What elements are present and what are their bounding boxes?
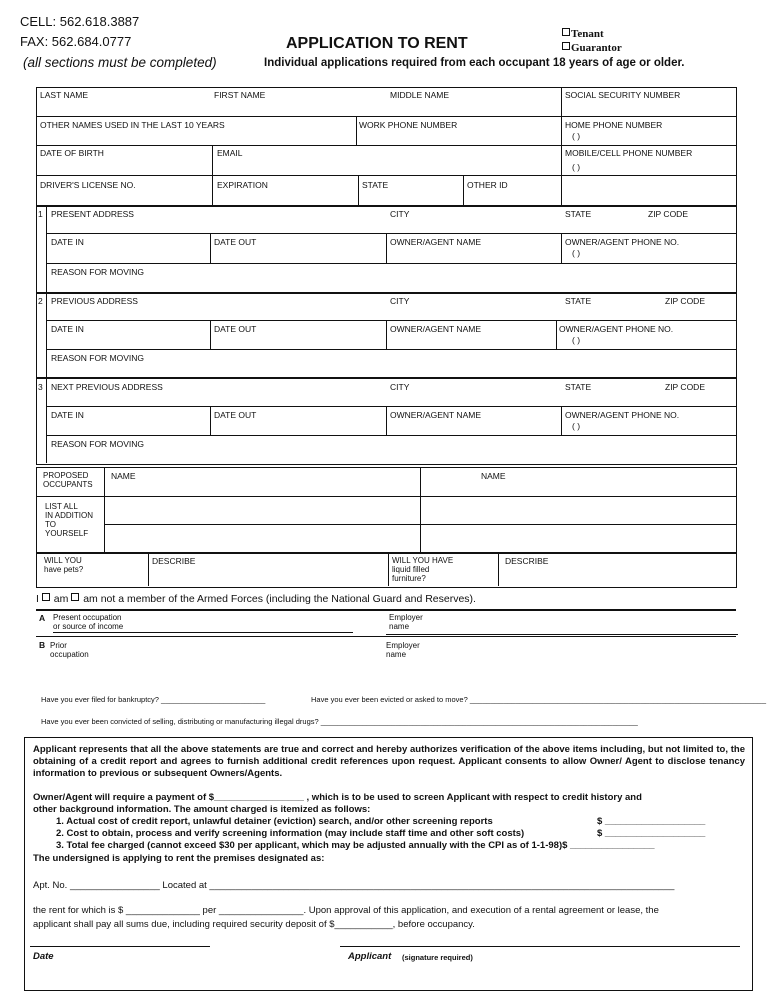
occupant-name-input-3[interactable] bbox=[106, 526, 418, 550]
fee-item-1-amount[interactable]: $ ___________________ bbox=[597, 816, 706, 827]
address-2-date-in-field[interactable]: DATE IN bbox=[51, 324, 84, 334]
home-phone-parens: ( ) bbox=[572, 131, 581, 141]
drug-conviction-question[interactable]: Have you ever been convicted of selling, distributing or manufacturing illegal drugs? ____________________________________________________________________________ bbox=[41, 717, 638, 726]
fee-item-1: 1. Actual cost of credit report, unlawful detainer (eviction) search, and/or other screening reports bbox=[56, 816, 493, 827]
prior-employer-field[interactable]: Employer name bbox=[386, 641, 420, 659]
address-3-owner-phone-field[interactable]: OWNER/AGENT PHONE NO. bbox=[565, 410, 680, 420]
address-1-number: 1 bbox=[38, 209, 43, 219]
address-2-owner-field[interactable]: OWNER/AGENT NAME bbox=[390, 324, 481, 334]
prior-occupation-field[interactable]: Prior occupation bbox=[50, 641, 89, 659]
address-3-state-field[interactable]: STATE bbox=[565, 382, 592, 392]
pets-question: WILL YOU have pets? bbox=[44, 556, 84, 574]
home-phone-field[interactable]: HOME PHONE NUMBER bbox=[565, 120, 663, 130]
other-id-field[interactable]: OTHER ID bbox=[467, 180, 508, 190]
address-2-reason-field[interactable]: REASON FOR MOVING bbox=[51, 353, 145, 363]
address-3-owner-field[interactable]: OWNER/AGENT NAME bbox=[390, 410, 481, 420]
occupant-name-input-2[interactable] bbox=[422, 498, 734, 522]
address-3-zip-field[interactable]: ZIP CODE bbox=[665, 382, 705, 392]
address-3-city-field[interactable]: CITY bbox=[390, 382, 410, 392]
am-not-checkbox[interactable] bbox=[71, 593, 79, 601]
date-label: Date bbox=[33, 951, 54, 962]
employment-b-letter: B bbox=[39, 640, 46, 650]
address-3-date-out-field[interactable]: DATE OUT bbox=[214, 410, 257, 420]
occupant-name-input-4[interactable] bbox=[422, 526, 734, 550]
previous-address-field[interactable]: PREVIOUS ADDRESS bbox=[51, 296, 138, 306]
occupant-name-input-1[interactable] bbox=[106, 498, 418, 522]
address-3-reason-field[interactable]: REASON FOR MOVING bbox=[51, 439, 145, 449]
proposed-occupants-label: PROPOSED OCCUPANTS bbox=[43, 471, 93, 489]
completion-note: (all sections must be completed) bbox=[23, 55, 217, 70]
applicant-label: Applicant bbox=[348, 951, 392, 962]
payment-line-2: other background information. The amount charged is itemized as follows: bbox=[33, 804, 371, 815]
address-1-owner-phone-field[interactable]: OWNER/AGENT PHONE NO. bbox=[565, 237, 680, 247]
fax-number: FAX: 562.684.0777 bbox=[20, 34, 132, 49]
email-field[interactable]: EMAIL bbox=[217, 148, 243, 158]
bankruptcy-question[interactable]: Have you ever filed for bankruptcy? _________________________ bbox=[41, 695, 266, 704]
signature-required-note: (signature required) bbox=[402, 953, 473, 962]
undersigned-statement: The undersigned is applying to rent the premises designated as: bbox=[33, 853, 325, 864]
tenant-option[interactable]: Tenant bbox=[562, 28, 604, 40]
address-1-owner-field[interactable]: OWNER/AGENT NAME bbox=[390, 237, 481, 247]
middle-name-field[interactable]: MIDDLE NAME bbox=[390, 90, 450, 100]
eviction-question[interactable]: Have you ever been evicted or asked to move? _______________________________________________________________________ bbox=[311, 695, 766, 704]
present-address-field[interactable]: PRESENT ADDRESS bbox=[51, 209, 134, 219]
list-all-label: LIST ALL IN ADDITION TO YOURSELF bbox=[45, 502, 94, 538]
address-2-number: 2 bbox=[38, 296, 43, 306]
fee-item-2: 2. Cost to obtain, process and verify screening information (may include staff time and other soft costs) bbox=[56, 828, 525, 839]
mobile-phone-field[interactable]: MOBILE/CELL PHONE NUMBER bbox=[565, 148, 693, 158]
cell-number: CELL: 562.618.3887 bbox=[20, 14, 140, 29]
mobile-phone-parens: ( ) bbox=[572, 162, 581, 172]
present-employer-field[interactable]: Employer name bbox=[389, 613, 423, 631]
employment-a-letter: A bbox=[39, 613, 46, 623]
work-phone-field[interactable]: WORK PHONE NUMBER bbox=[359, 120, 458, 130]
expiration-field[interactable]: EXPIRATION bbox=[217, 180, 268, 190]
address-1-date-in-field[interactable]: DATE IN bbox=[51, 237, 84, 247]
next-previous-address-field[interactable]: NEXT PREVIOUS ADDRESS bbox=[51, 382, 163, 392]
rent-line-2[interactable]: applicant shall pay all sums due, including required security deposit of $___________, before occupancy. bbox=[33, 919, 475, 930]
address-1-reason-field[interactable]: REASON FOR MOVING bbox=[51, 267, 145, 277]
last-name-field[interactable]: LAST NAME bbox=[40, 90, 89, 100]
fee-item-3[interactable]: 3. Total fee charged (cannot exceed $30 per applicant, which may be adjusted annually with the CPI as of 1-1-98)$ ________________ bbox=[56, 840, 655, 851]
first-name-field[interactable]: FIRST NAME bbox=[214, 90, 266, 100]
military-status: I am am not a member of the Armed Forces (including the National Guard and Reserves). bbox=[36, 593, 476, 605]
page-subtitle: Individual applications required from each occupant 18 years of age or older. bbox=[264, 57, 685, 69]
address-2-date-out-field[interactable]: DATE OUT bbox=[214, 324, 257, 334]
address-1-phone-parens: ( ) bbox=[572, 248, 581, 258]
address-1-date-out-field[interactable]: DATE OUT bbox=[214, 237, 257, 247]
state-field[interactable]: STATE bbox=[362, 180, 389, 190]
occupant-name-header-2: NAME bbox=[481, 471, 506, 481]
pets-furniture-section bbox=[36, 552, 737, 588]
address-2-zip-field[interactable]: ZIP CODE bbox=[665, 296, 705, 306]
liquid-furniture-describe-field[interactable]: DESCRIBE bbox=[505, 556, 549, 566]
dob-field[interactable]: DATE OF BIRTH bbox=[40, 148, 104, 158]
address-2-phone-parens: ( ) bbox=[572, 335, 581, 345]
occupant-name-header-1: NAME bbox=[111, 471, 136, 481]
date-signature-line[interactable] bbox=[30, 946, 210, 947]
address-1-city-field[interactable]: CITY bbox=[390, 209, 410, 219]
tenant-checkbox[interactable] bbox=[562, 28, 570, 36]
guarantor-option[interactable]: Guarantor bbox=[562, 42, 622, 54]
rent-line-1[interactable]: the rent for which is $ ______________ per ________________. Upon approval of this application, and execution of a rental agreement or lease, the bbox=[33, 905, 659, 916]
address-1-zip-field[interactable]: ZIP CODE bbox=[648, 209, 688, 219]
liquid-furniture-question: WILL YOU HAVE liquid filled furniture? bbox=[392, 556, 454, 583]
license-field[interactable]: DRIVER'S LICENSE NO. bbox=[40, 180, 136, 190]
ssn-field[interactable]: SOCIAL SECURITY NUMBER bbox=[565, 90, 681, 100]
am-checkbox[interactable] bbox=[42, 593, 50, 601]
address-1-state-field[interactable]: STATE bbox=[565, 209, 592, 219]
address-2-city-field[interactable]: CITY bbox=[390, 296, 410, 306]
address-3-date-in-field[interactable]: DATE IN bbox=[51, 410, 84, 420]
address-2-owner-phone-field[interactable]: OWNER/AGENT PHONE NO. bbox=[559, 324, 674, 334]
guarantor-checkbox[interactable] bbox=[562, 42, 570, 50]
other-names-field[interactable]: OTHER NAMES USED IN THE LAST 10 YEARS bbox=[40, 120, 225, 130]
fee-item-2-amount[interactable]: $ ___________________ bbox=[597, 828, 706, 839]
present-occupation-field[interactable]: Present occupation or source of income bbox=[53, 613, 124, 631]
address-3-number: 3 bbox=[38, 382, 43, 392]
address-2-state-field[interactable]: STATE bbox=[565, 296, 592, 306]
authorization-paragraph: Applicant represents that all the above statements are true and correct and hereby authorizes verification of the above items including, but not limited to, the obtaining of a credit report and agrees to furnish additional credit references upon request. Applicant consents to allow Owner/ Agent to disclose tenancy information to previous or subsequent Owners/Agents. bbox=[33, 744, 745, 779]
payment-line-1: Owner/Agent will require a payment of $_________________ , which is to be used to screen Applicant with respect to credit history and bbox=[33, 792, 642, 803]
pets-describe-field[interactable]: DESCRIBE bbox=[152, 556, 196, 566]
applicant-signature-line[interactable] bbox=[340, 946, 740, 947]
address-3-phone-parens: ( ) bbox=[572, 421, 581, 431]
apartment-location-line[interactable]: Apt. No. _________________ Located at ________________________________________________________________________________________ bbox=[33, 880, 675, 891]
page-title: APPLICATION TO RENT bbox=[286, 35, 468, 52]
